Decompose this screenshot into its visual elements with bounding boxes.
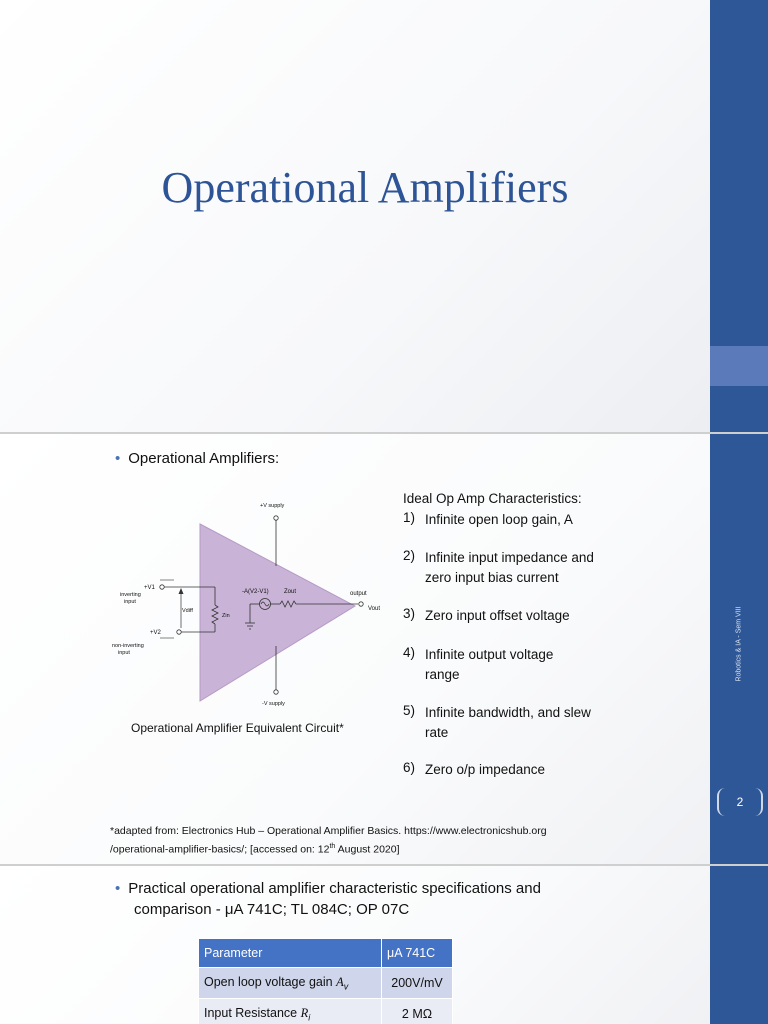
list-item-number: 4) (403, 645, 416, 660)
list-item-text: Infinite open loop gain, A (425, 512, 573, 527)
characteristics-heading: Ideal Op Amp Characteristics: (403, 491, 582, 506)
slide-specifications (0, 866, 768, 1024)
slide-sidebar (710, 866, 768, 1024)
label-vout: Vout (368, 606, 381, 612)
slide-background (0, 0, 710, 432)
list-item-number: 6) (403, 760, 416, 775)
slide-op-amp-basics (0, 434, 768, 864)
bullet-text: Operational Amplifiers: (128, 450, 280, 467)
bullet-text: Practical operational amplifier characteristic specifications and (128, 880, 541, 897)
list-item (403, 645, 588, 685)
label-zin: Zin (222, 613, 230, 619)
label-v-supply-neg: -V supply (262, 701, 285, 707)
footnote-line-2 (110, 839, 547, 858)
bullet-item (115, 878, 541, 920)
table-header-row (199, 939, 453, 968)
list-item (403, 510, 703, 530)
bullet-text-continued: comparison - μA 741C; TL 084C; OP 07C (134, 901, 410, 918)
source-footnote (110, 823, 547, 858)
parameter-text: Input Resistance (204, 1005, 298, 1020)
bullet-icon: • (115, 880, 121, 897)
diagram-caption: Operational Amplifier Equivalent Circuit* (131, 721, 344, 735)
table-row (199, 999, 453, 1024)
list-item-text: Zero input offset voltage (425, 608, 570, 623)
footnote-superscript: th (329, 843, 336, 850)
list-item-number: 3) (403, 606, 416, 621)
spec-table (198, 938, 453, 1024)
characteristics-list (403, 491, 703, 777)
parameter-subscript: v (343, 981, 349, 992)
list-item-text: Infinite bandwidth, and slew rate (425, 705, 591, 740)
slide-title (0, 0, 768, 432)
sidebar-course-label: Robotics & IA - Sem VIII (735, 606, 743, 682)
table-header-cell: μA 741C (382, 939, 453, 968)
footnote-text: August 2020] (335, 843, 400, 856)
list-item (403, 548, 613, 588)
label-v1: +V1 (144, 585, 155, 591)
page-number: 2 (717, 788, 763, 816)
label-gain: -A(V2-V1) (242, 589, 269, 595)
label-inverting: inverting (120, 592, 141, 598)
footnote-text: /operational-amplifier-basics/; [accessed on: 12 (110, 843, 330, 856)
parameter-text: Open loop voltage gain (204, 974, 333, 989)
label-v2: +V2 (150, 630, 161, 636)
list-item (403, 606, 703, 626)
list-item (403, 703, 598, 743)
parameter-symbol: A (336, 974, 344, 989)
list-item-text: Infinite output voltage range (425, 647, 554, 682)
list-item-text: Zero o/p impedance (425, 762, 546, 777)
parameter-subscript: i (308, 1012, 311, 1023)
table-cell-value: 200V/mV (382, 968, 453, 999)
list-item-number: 2) (403, 548, 416, 563)
label-v-supply-pos: +V supply (260, 503, 285, 509)
list-item-number: 1) (403, 510, 416, 525)
label-output: output (350, 591, 367, 597)
bullet-item (115, 450, 279, 467)
label-input-2: input (118, 650, 130, 656)
label-vdiff: Vdiff (182, 608, 193, 614)
sidebar-accent-block (710, 346, 768, 386)
bullet-icon: • (115, 450, 121, 467)
list-item-text: Infinite input impedance and zero input bias current (425, 550, 594, 585)
table-row (199, 968, 453, 999)
parameter-symbol: R (300, 1005, 309, 1020)
slide-title-text: Operational Amplifiers (161, 163, 569, 212)
table-cell-parameter (199, 999, 382, 1024)
table-header-cell: Parameter (199, 939, 382, 968)
list-item (403, 760, 703, 780)
footnote-line-1: *adapted from: Electronics Hub – Operational Amplifier Basics. https://www.electronicshub.org (110, 825, 547, 837)
op-amp-equivalent-circuit (100, 496, 400, 726)
label-input-1: input (124, 599, 136, 605)
label-non-inverting: non-inverting (112, 643, 144, 649)
table-cell-value: 2 MΩ (382, 999, 453, 1024)
table-cell-parameter (199, 968, 382, 999)
label-zout: Zout (284, 589, 297, 595)
list-item-number: 5) (403, 703, 416, 718)
